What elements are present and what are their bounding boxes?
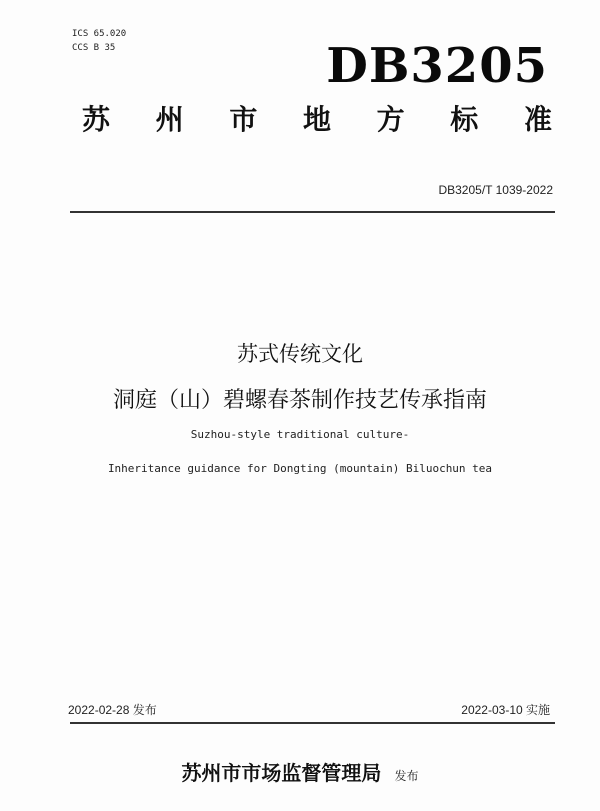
title-chinese-line2: 洞庭（山）碧螺春茶制作技艺传承指南 bbox=[112, 388, 487, 413]
title-english-line1: Suzhou-style traditional culture- bbox=[190, 428, 410, 441]
standard-type-char: 准 bbox=[523, 103, 552, 136]
standard-type-char: 市 bbox=[229, 103, 258, 136]
standard-type-char: 标 bbox=[450, 103, 479, 136]
implementation-date: 2022-03-10 实施 bbox=[461, 703, 550, 717]
standard-type-char: 地 bbox=[302, 103, 331, 136]
standard-type-title bbox=[82, 98, 552, 138]
title-chinese-line1: 苏式传统文化 bbox=[237, 342, 363, 366]
issuer-name: 苏州市市场监督管理局 bbox=[181, 761, 382, 785]
standard-type-char: 方 bbox=[376, 103, 405, 136]
standard-code: DB3205 bbox=[326, 38, 548, 94]
bottom-divider bbox=[70, 722, 555, 724]
issuer-suffix: 发布 bbox=[394, 769, 419, 783]
ccs-code: CCS B 35 bbox=[72, 43, 116, 53]
issue-date: 2022-02-28 发布 bbox=[68, 703, 157, 717]
ics-code: ICS 65.020 bbox=[72, 29, 127, 39]
title-english-line2: Inheritance guidance for Dongting (mountain) Biluochun tea bbox=[107, 462, 493, 475]
classification-codes bbox=[72, 27, 126, 55]
issuer-line bbox=[0, 757, 600, 786]
top-divider bbox=[70, 211, 555, 213]
standard-number: DB3205/T 1039-2022 bbox=[438, 183, 553, 197]
standard-type-char: 州 bbox=[155, 103, 184, 136]
standard-type-char: 苏 bbox=[82, 103, 111, 136]
